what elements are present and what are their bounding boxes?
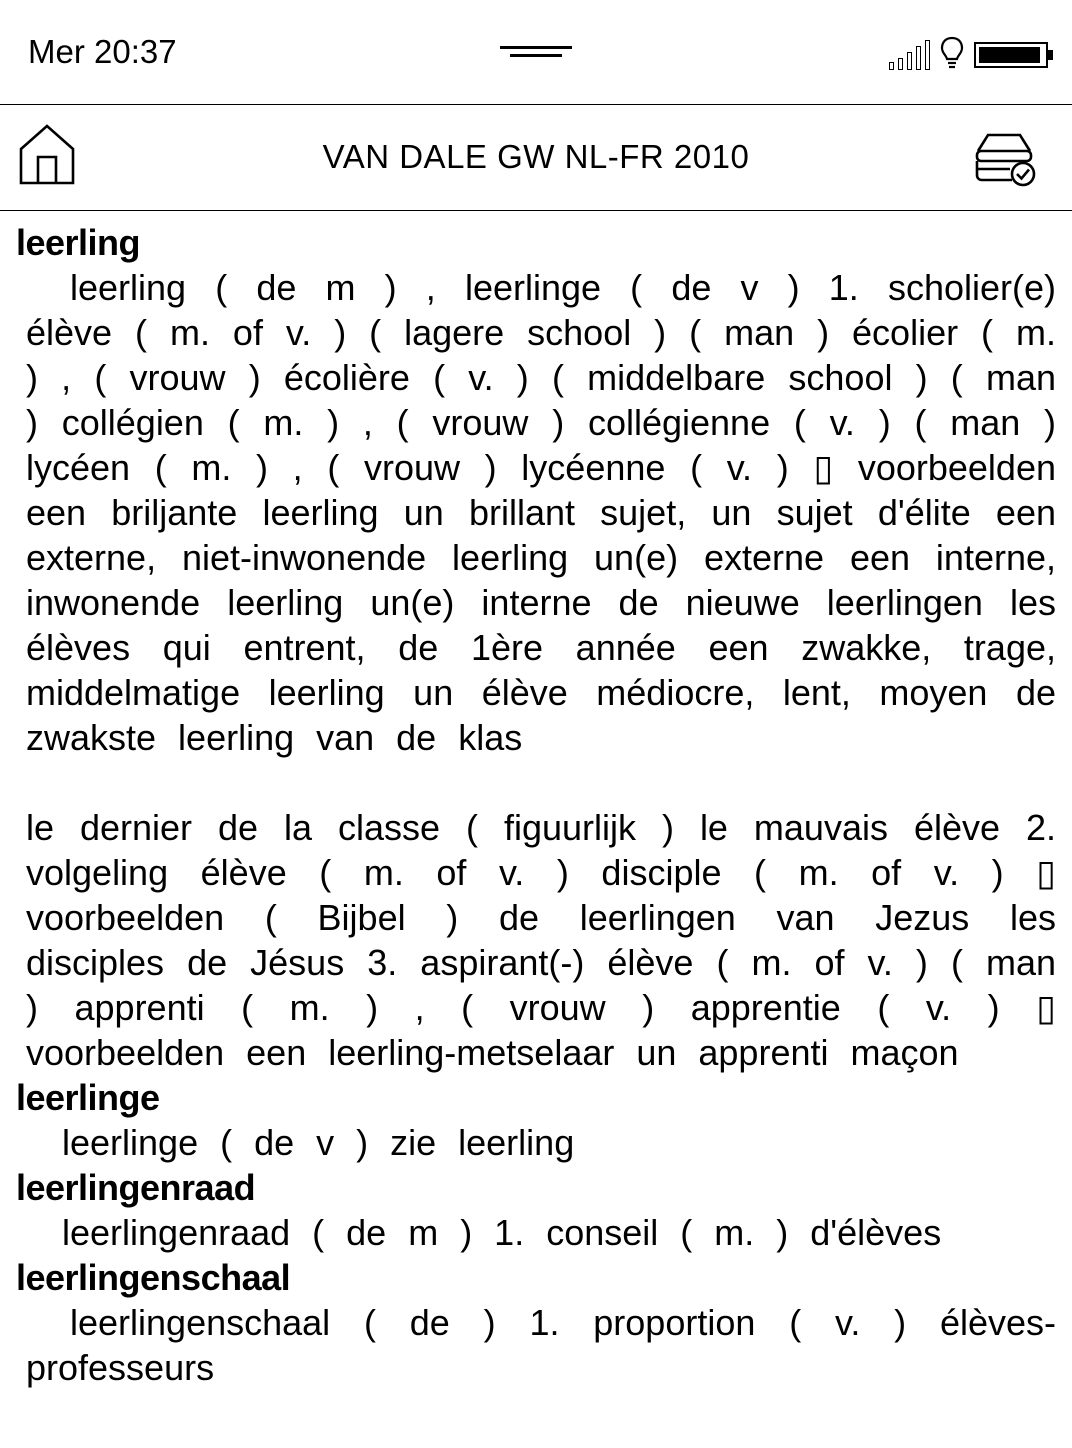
definition-paragraph: leerlinge ( de v ) zie leerling [62, 1122, 575, 1163]
entry-headword: leerlingenraad [16, 1167, 256, 1208]
battery-icon [974, 42, 1048, 68]
signal-icon [889, 40, 930, 70]
definition-paragraph: leerlingenraad ( de m ) 1. conseil ( m. ) d'élèves [62, 1212, 942, 1253]
menu-handle-icon[interactable] [500, 44, 572, 60]
entry-leerlingenraad [0, 1165, 1072, 1255]
dictionary-title: VAN DALE GW NL-FR 2010 [322, 138, 750, 175]
entry-leerlinge [0, 1075, 1072, 1165]
entry-leerling [0, 220, 1072, 1075]
entry-definition [0, 1120, 1072, 1165]
entry-definition [0, 265, 1072, 1075]
definition-paragraph: leerling ( de m ) , leerlinge ( de v ) 1. scholier(e) élève ( m. of v. ) ( lagere school ) ( man ) écolier ( m. ) , ( vrouw ) écolière ( v. ) ( middelbare school ) ( man ) collégien ( m. ) , ( vrouw ) collégienne ( v. ) ( man ) lycéen ( m. ) , ( vrouw ) lycéenne ( v. ) ▯ voorbeelden een briljante leerling un brillant sujet, un sujet d'élite een externe, niet-inwonende leerling un(e) externe een interne, inwonende leerling un(e) interne de nieuwe leerlingen les élèves qui entrent, de 1ère année een zwakke, trage, middelmatige leerling un élève médiocre, lent, moyen de zwakste leerling van de klas [26, 267, 1056, 758]
entry-headword: leerling [16, 222, 141, 263]
entry-definition [0, 1300, 1072, 1390]
entry-headword: leerlinge [16, 1077, 160, 1118]
definition-paragraph: le dernier de la classe ( figuurlijk ) le mauvais élève 2. volgeling élève ( m. of v. ) disciple ( m. of v. ) ▯ voorbeelden ( Bijbel ) de leerlingen van Jezus les disciples de Jésus 3. aspirant(-) élève ( m. of v. ) ( man ) apprenti ( m. ) , ( vrouw ) apprentie ( v. ) ▯ voorbeelden een leerling-metselaar un apprenti maçon [26, 807, 1056, 1073]
entry-leerlingenschaal [0, 1255, 1072, 1390]
light-bulb-icon[interactable] [940, 36, 964, 70]
dictionary-content[interactable] [0, 220, 1072, 1390]
status-time: Mer 20:37 [28, 33, 177, 70]
app-header [0, 105, 1072, 211]
status-bar [0, 0, 1072, 105]
definition-paragraph: leerlingenschaal ( de ) 1. proportion ( v. ) élèves-professeurs [26, 1302, 1056, 1388]
dictionary-select-icon[interactable] [974, 131, 1038, 187]
entry-definition [0, 1210, 1072, 1255]
entry-headword: leerlingenschaal [16, 1257, 291, 1298]
status-icons [889, 36, 1048, 70]
